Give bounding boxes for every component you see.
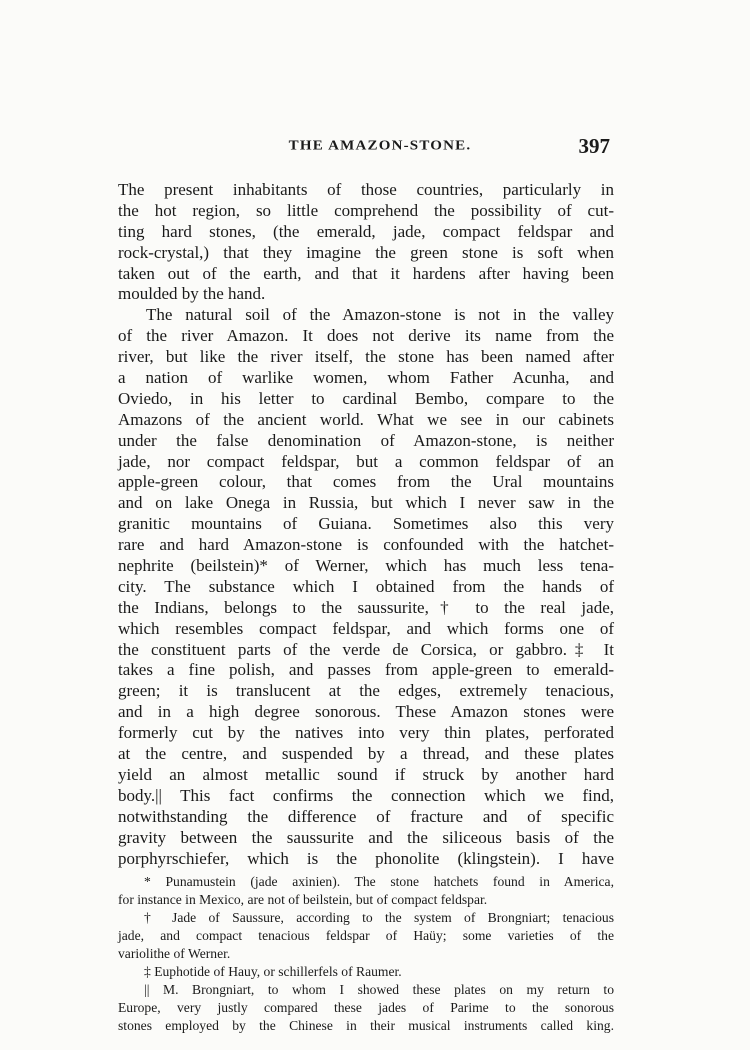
footnote-line: for instance in Mexico, are not of beilstein, but of compact feldspar. <box>118 892 488 908</box>
footnote-line: || M. Brongniart, to whom I showed these plates on my return to <box>144 982 614 998</box>
text-line: formerly cut by the natives into very thin plates, perforated <box>118 723 614 743</box>
footnote-line: Europe, very justly compared these jades of Parime to the sonorous <box>118 1000 614 1016</box>
text-line: the constituent parts of the verde de Corsica, or gabbro.‡ It <box>118 639 614 659</box>
text-line: rock-crystal,) that they imagine the green stone is soft when <box>118 242 614 262</box>
footnote-line: stones employed by the Chinese in their musical instruments called king. <box>118 1018 614 1034</box>
text-line: Amazons of the ancient world. What we see in our cabinets <box>118 409 614 429</box>
text-line: gravity between the saussurite and the siliceous basis of the <box>118 827 614 847</box>
text-line: taken out of the earth, and that it hardens after having been <box>118 263 614 283</box>
page-header <box>150 134 610 164</box>
footnote-line: * Punamustein (jade axinien). The stone hatchets found in America, <box>144 874 614 890</box>
body-text <box>118 180 614 1035</box>
footnote-line: † Jade of Saussure, according to the system of Brongniart; tenacious <box>144 910 614 926</box>
text-line: The natural soil of the Amazon-stone is not in the valley <box>146 305 614 325</box>
text-line: under the false denomination of Amazon-stone, is neither <box>118 430 614 450</box>
text-line: body.|| This fact confirms the connection which we find, <box>118 785 614 805</box>
text-line: granitic mountains of Guiana. Sometimes also this very <box>118 514 614 534</box>
footnote-line: ‡ Euphotide of Hauy, or schillerfels of Raumer. <box>144 964 402 980</box>
text-line: and in a high degree sonorous. These Amazon stones were <box>118 702 614 722</box>
text-line: ting hard stones, (the emerald, jade, compact feldspar and <box>118 221 614 241</box>
text-line: apple-green colour, that comes from the Ural mountains <box>118 472 614 492</box>
text-line: porphyrschiefer, which is the phonolite (klingstein). I have <box>118 848 614 868</box>
text-line: which resembles compact feldspar, and which forms one of <box>118 618 614 638</box>
running-title: THE AMAZON-STONE. <box>288 138 472 154</box>
footnote-line: jade, and compact tenacious feldspar of Haüy; some varieties of the <box>118 928 614 944</box>
footnote-line: variolithe of Werner. <box>118 946 231 962</box>
text-line: moulded by the hand. <box>118 284 266 304</box>
text-line: takes a fine polish, and passes from apple-green to emerald- <box>118 660 614 680</box>
text-line: city. The substance which I obtained from the hands of <box>118 576 614 596</box>
text-line: a nation of warlike women, whom Father Acunha, and <box>118 368 614 388</box>
text-line: and on lake Onega in Russia, but which I never saw in the <box>118 493 614 513</box>
text-line: river, but like the river itself, the stone has been named after <box>118 347 614 367</box>
text-line: The present inhabitants of those countries, particularly in <box>118 180 614 199</box>
page-number: 397 <box>578 134 610 158</box>
text-line: notwithstanding the difference of fracture and of specific <box>118 806 614 826</box>
text-line: the hot region, so little comprehend the possibility of cut- <box>118 200 614 220</box>
text-line: green; it is translucent at the edges, extremely tenacious, <box>118 681 614 701</box>
text-line: rare and hard Amazon-stone is confounded with the hatchet- <box>118 535 614 555</box>
text-line: of the river Amazon. It does not derive its name from the <box>118 326 614 346</box>
text-line: yield an almost metallic sound if struck by another hard <box>118 764 614 784</box>
text-line: the Indians, belongs to the saussurite,† to the real jade, <box>118 597 614 617</box>
text-line: Oviedo, in his letter to cardinal Bembo, compare to the <box>118 388 614 408</box>
text-line: jade, nor compact feldspar, but a common feldspar of an <box>118 451 614 471</box>
text-line: nephrite (beilstein)* of Werner, which has much less tena- <box>118 556 614 576</box>
text-line: at the centre, and suspended by a thread, and these plates <box>118 744 614 764</box>
